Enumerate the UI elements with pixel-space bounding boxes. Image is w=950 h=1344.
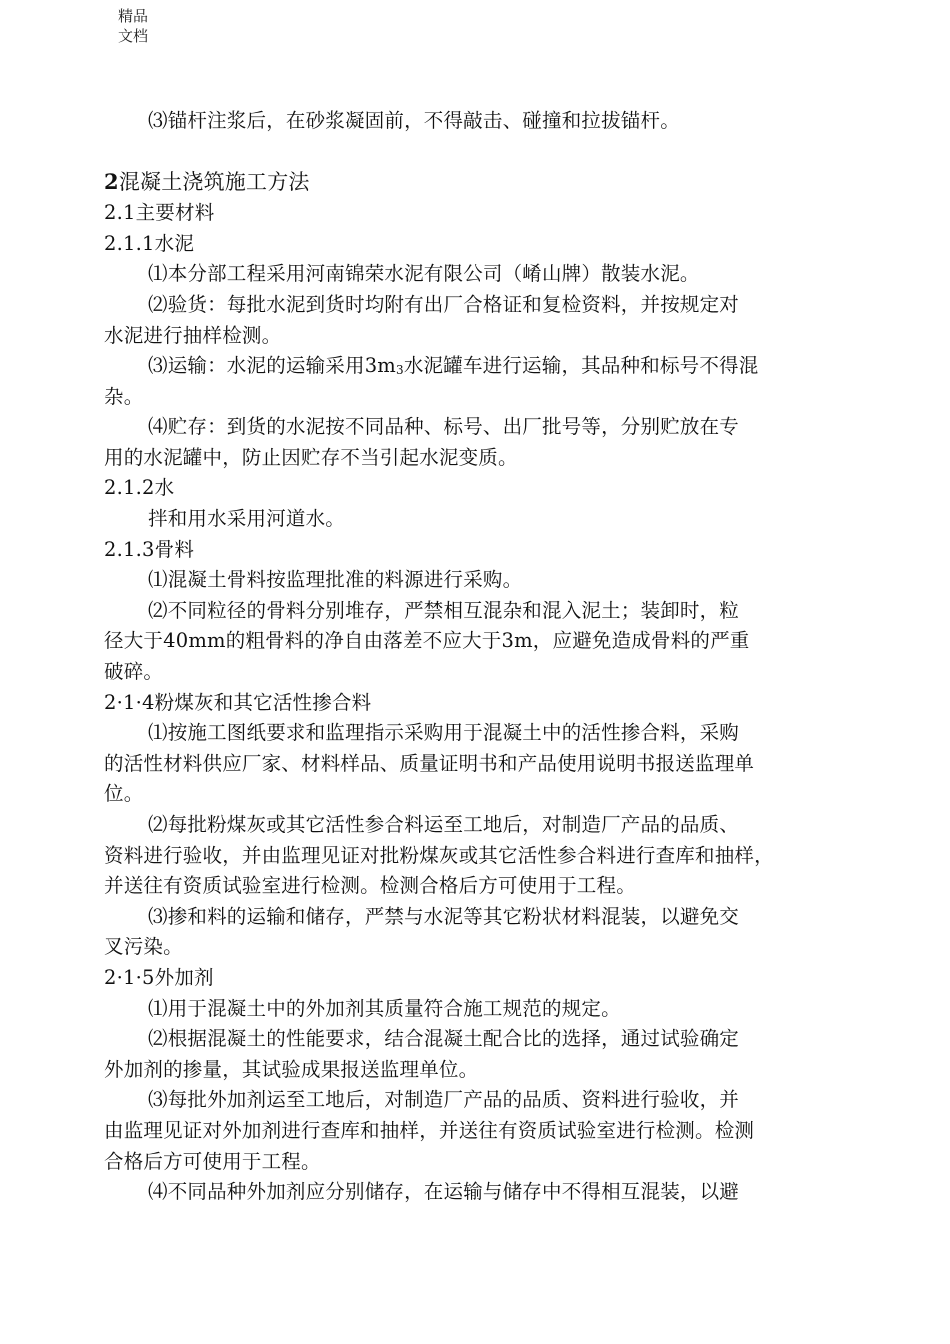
paragraph-additive-acceptance: ⑶每批外加剂运至工地后，对制造厂产品的品质、资料进行验收，并	[148, 1088, 740, 1111]
paragraph-anchor-grouting: ⑶锚杆注浆后，在砂浆凝固前，不得敲击、碰撞和拉拔锚杆。	[148, 109, 680, 132]
paragraph-cement-storage: ⑷贮存：到货的水泥按不同品种、标号、出厂批号等，分别贮放在专	[148, 415, 740, 438]
paragraph-cement-inspection: ⑵验货：每批水泥到货时均附有出厂合格证和复检资料，并按规定对	[148, 293, 740, 316]
section-heading-2	[104, 167, 864, 197]
paragraph-cement-source: ⑴本分部工程采用河南锦荣水泥有限公司（崤山牌）散装水泥。	[148, 262, 700, 285]
paragraph-admixture-transport-cont: 叉污染。	[104, 935, 183, 958]
paragraph-aggregate-storage: ⑵不同粒径的骨料分别堆存，严禁相互混杂和混入泥土；装卸时，粒	[148, 599, 740, 622]
paragraph-water: 拌和用水采用河道水。	[148, 507, 346, 530]
paragraph-additive-acceptance-cont: 由监理见证对外加剂进行查库和抽样，并送往有资质试验室进行检测。检测	[104, 1119, 755, 1142]
paragraph-cement-storage-cont: 用的水泥罐中，防止因贮存不当引起水泥变质。	[104, 446, 518, 469]
paragraph-cement-inspection-cont: 水泥进行抽样检测。	[104, 324, 282, 347]
paragraph-flyash-acceptance-end: 并送往有资质试验室进行检测。检测合格后方可使用于工程。	[104, 874, 636, 897]
paragraph-aggregate-sourcing: ⑴混凝土骨料按监理批准的料源进行采购。	[148, 568, 523, 591]
paragraph-additive-dosage: ⑵根据混凝土的性能要求，结合混凝土配合比的选择，通过试验确定	[148, 1027, 740, 1050]
heading-2-1-3: 2.1.3骨料	[104, 538, 195, 561]
section-number: 2	[104, 169, 119, 194]
watermark-label: 精品文档	[118, 7, 149, 45]
paragraph-additive-quality: ⑴用于混凝土中的外加剂其质量符合施工规范的规定。	[148, 997, 621, 1020]
paragraph-cement-transport	[148, 351, 908, 385]
transport-text-post: 水泥罐车进行运输，其品种和标号不得混	[403, 354, 759, 377]
paragraph-additive-acceptance-end: 合格后方可使用于工程。	[104, 1150, 321, 1173]
paragraph-additive-dosage-cont: 外加剂的掺量，其试验成果报送监理单位。	[104, 1058, 479, 1081]
paragraph-aggregate-storage-end: 破碎。	[104, 660, 164, 683]
heading-2-1-5: 2·1·5外加剂	[104, 966, 214, 989]
paragraph-admixture-procurement: ⑴按施工图纸要求和监理指示采购用于混凝土中的活性掺合料，采购	[148, 721, 740, 744]
paragraph-aggregate-storage-cont: 径大于40mm的粗骨料的净自由落差不应大于3m，应避免造成骨料的严重	[104, 629, 750, 652]
paragraph-admixture-procurement-end: 位。	[104, 782, 144, 805]
heading-2-1-4: 2·1·4粉煤灰和其它活性掺合料	[104, 691, 372, 714]
paragraph-additive-storage: ⑷不同品种外加剂应分别储存，在运输与储存中不得相互混装，以避	[148, 1180, 740, 1203]
paragraph-flyash-acceptance-cont: 资料进行验收，并由监理见证对批粉煤灰或其它活性参合料进行查库和抽样，	[104, 844, 774, 867]
paragraph-admixture-procurement-cont: 的活性材料供应厂家、材料样品、质量证明书和产品使用说明书报送监理单	[104, 752, 755, 775]
paragraph-cement-transport-cont: 杂。	[104, 385, 144, 408]
transport-text-pre: ⑶运输：水泥的运输采用3m	[148, 354, 396, 377]
paragraph-admixture-transport: ⑶掺和料的运输和储存，严禁与水泥等其它粉状材料混装，以避免交	[148, 905, 740, 928]
transport-unit-sub: 3	[396, 363, 404, 377]
heading-2-1: 2.1主要材料	[104, 201, 215, 224]
heading-2-1-2: 2.1.2水	[104, 476, 175, 499]
heading-2-1-1: 2.1.1水泥	[104, 232, 195, 255]
section-title: 混凝土浇筑施工方法	[118, 170, 310, 194]
paragraph-flyash-acceptance: ⑵每批粉煤灰或其它活性参合料运至工地后，对制造厂产品的品质、	[148, 813, 740, 836]
